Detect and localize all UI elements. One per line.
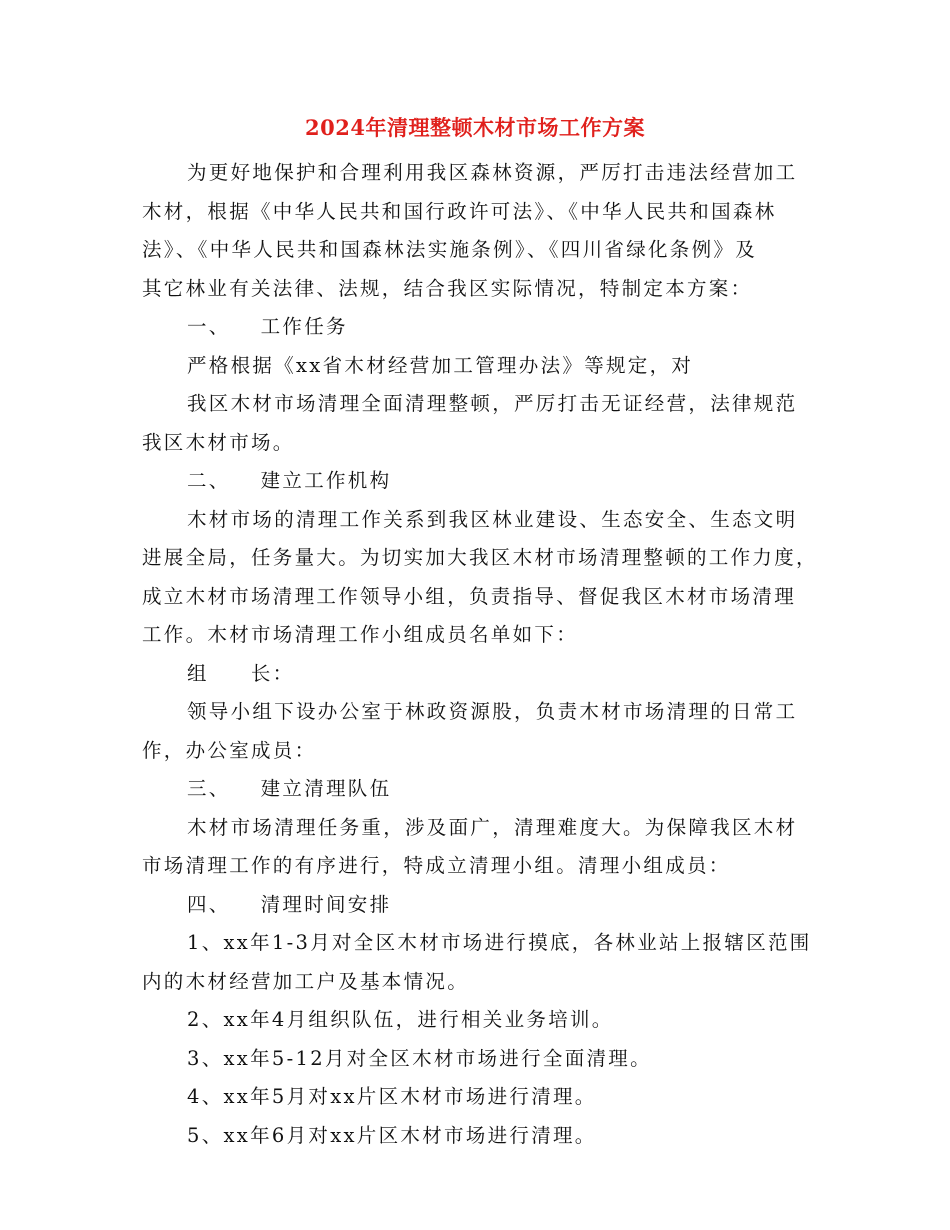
leader-label (142, 655, 810, 694)
paragraph-line: 成立木材市场清理工作领导小组，负责指导、督促我区木材市场清理 (142, 584, 797, 608)
section-title: 工作任务 (260, 315, 348, 338)
paragraph-line: 法》、《中华人民共和国森林法实施条例》、《四川省绿化条例》及 (142, 238, 758, 261)
paragraph-line: 其它林业有关法律、法规，结合我区实际情况，特制定本方案： (142, 276, 753, 300)
section-number: 三、 (187, 777, 231, 800)
section-number: 四、 (187, 892, 231, 916)
paragraph-line: 我区木材市场清理全面清理整顿，严厉打击无证经营，法律规范 (187, 392, 798, 415)
schedule-item: 1、xx年1-3月对全区木材市场进行摸底，各林业站上报辖区范围 (187, 931, 812, 954)
leader-label-part: 组 (187, 661, 209, 685)
section-number: 一、 (187, 315, 231, 338)
paragraph-line: 木材，根据《中华人民共和国行政许可法》、《中华人民共和国森林 (142, 199, 777, 223)
document-title: 2024年清理整顿木材市场工作方案 (305, 115, 645, 140)
section-heading (142, 308, 810, 347)
paragraph-line: 进展全局，任务量大。为切实加大我区木材市场清理整顿的工作力度， (142, 546, 818, 569)
paragraph-line: 严格根据《xx省木材经营加工管理办法》等规定，对 (187, 353, 694, 377)
section-heading (142, 770, 810, 809)
section-title: 清理时间安排 (260, 892, 392, 916)
paragraph-line: 木材市场清理任务重，涉及面广，清理难度大。为保障我区木材 (187, 815, 798, 839)
paragraph-line: 我区木材市场。 (142, 430, 295, 454)
document-body (142, 154, 818, 1155)
paragraph-line: 市场清理工作的有序进行，特成立清理小组。清理小组成员： (142, 854, 731, 877)
schedule-item: 内的木材经营加工户及基本情况。 (142, 969, 470, 993)
section-heading (142, 462, 810, 501)
leader-label-part: 长： (250, 661, 295, 685)
paragraph-line: 作，办公室成员： (142, 738, 317, 762)
section-heading (142, 886, 810, 925)
paragraph-line: 为更好地保护和合理利用我区森林资源，严厉打击违法经营加工 (187, 161, 798, 184)
paragraph-line: 领导小组下设办公室于林政资源股，负责木材市场清理的日常工 (187, 700, 798, 723)
schedule-item: 5、xx年6月对xx片区木材市场进行清理。 (187, 1123, 597, 1147)
paragraph-line: 木材市场的清理工作关系到我区林业建设、生态安全、生态文明 (187, 507, 798, 531)
section-title: 建立清理队伍 (260, 777, 392, 800)
section-number: 二、 (187, 469, 231, 492)
schedule-item: 4、xx年5月对xx片区木材市场进行清理。 (187, 1085, 597, 1108)
schedule-item: 3、xx年5-12月对全区木材市场进行全面清理。 (187, 1046, 652, 1070)
section-title: 建立工作机构 (260, 469, 392, 492)
schedule-item: 2、xx年4月组织队伍，进行相关业务培训。 (187, 1008, 614, 1031)
paragraph-line: 工作。木材市场清理工作小组成员名单如下： (142, 623, 579, 646)
